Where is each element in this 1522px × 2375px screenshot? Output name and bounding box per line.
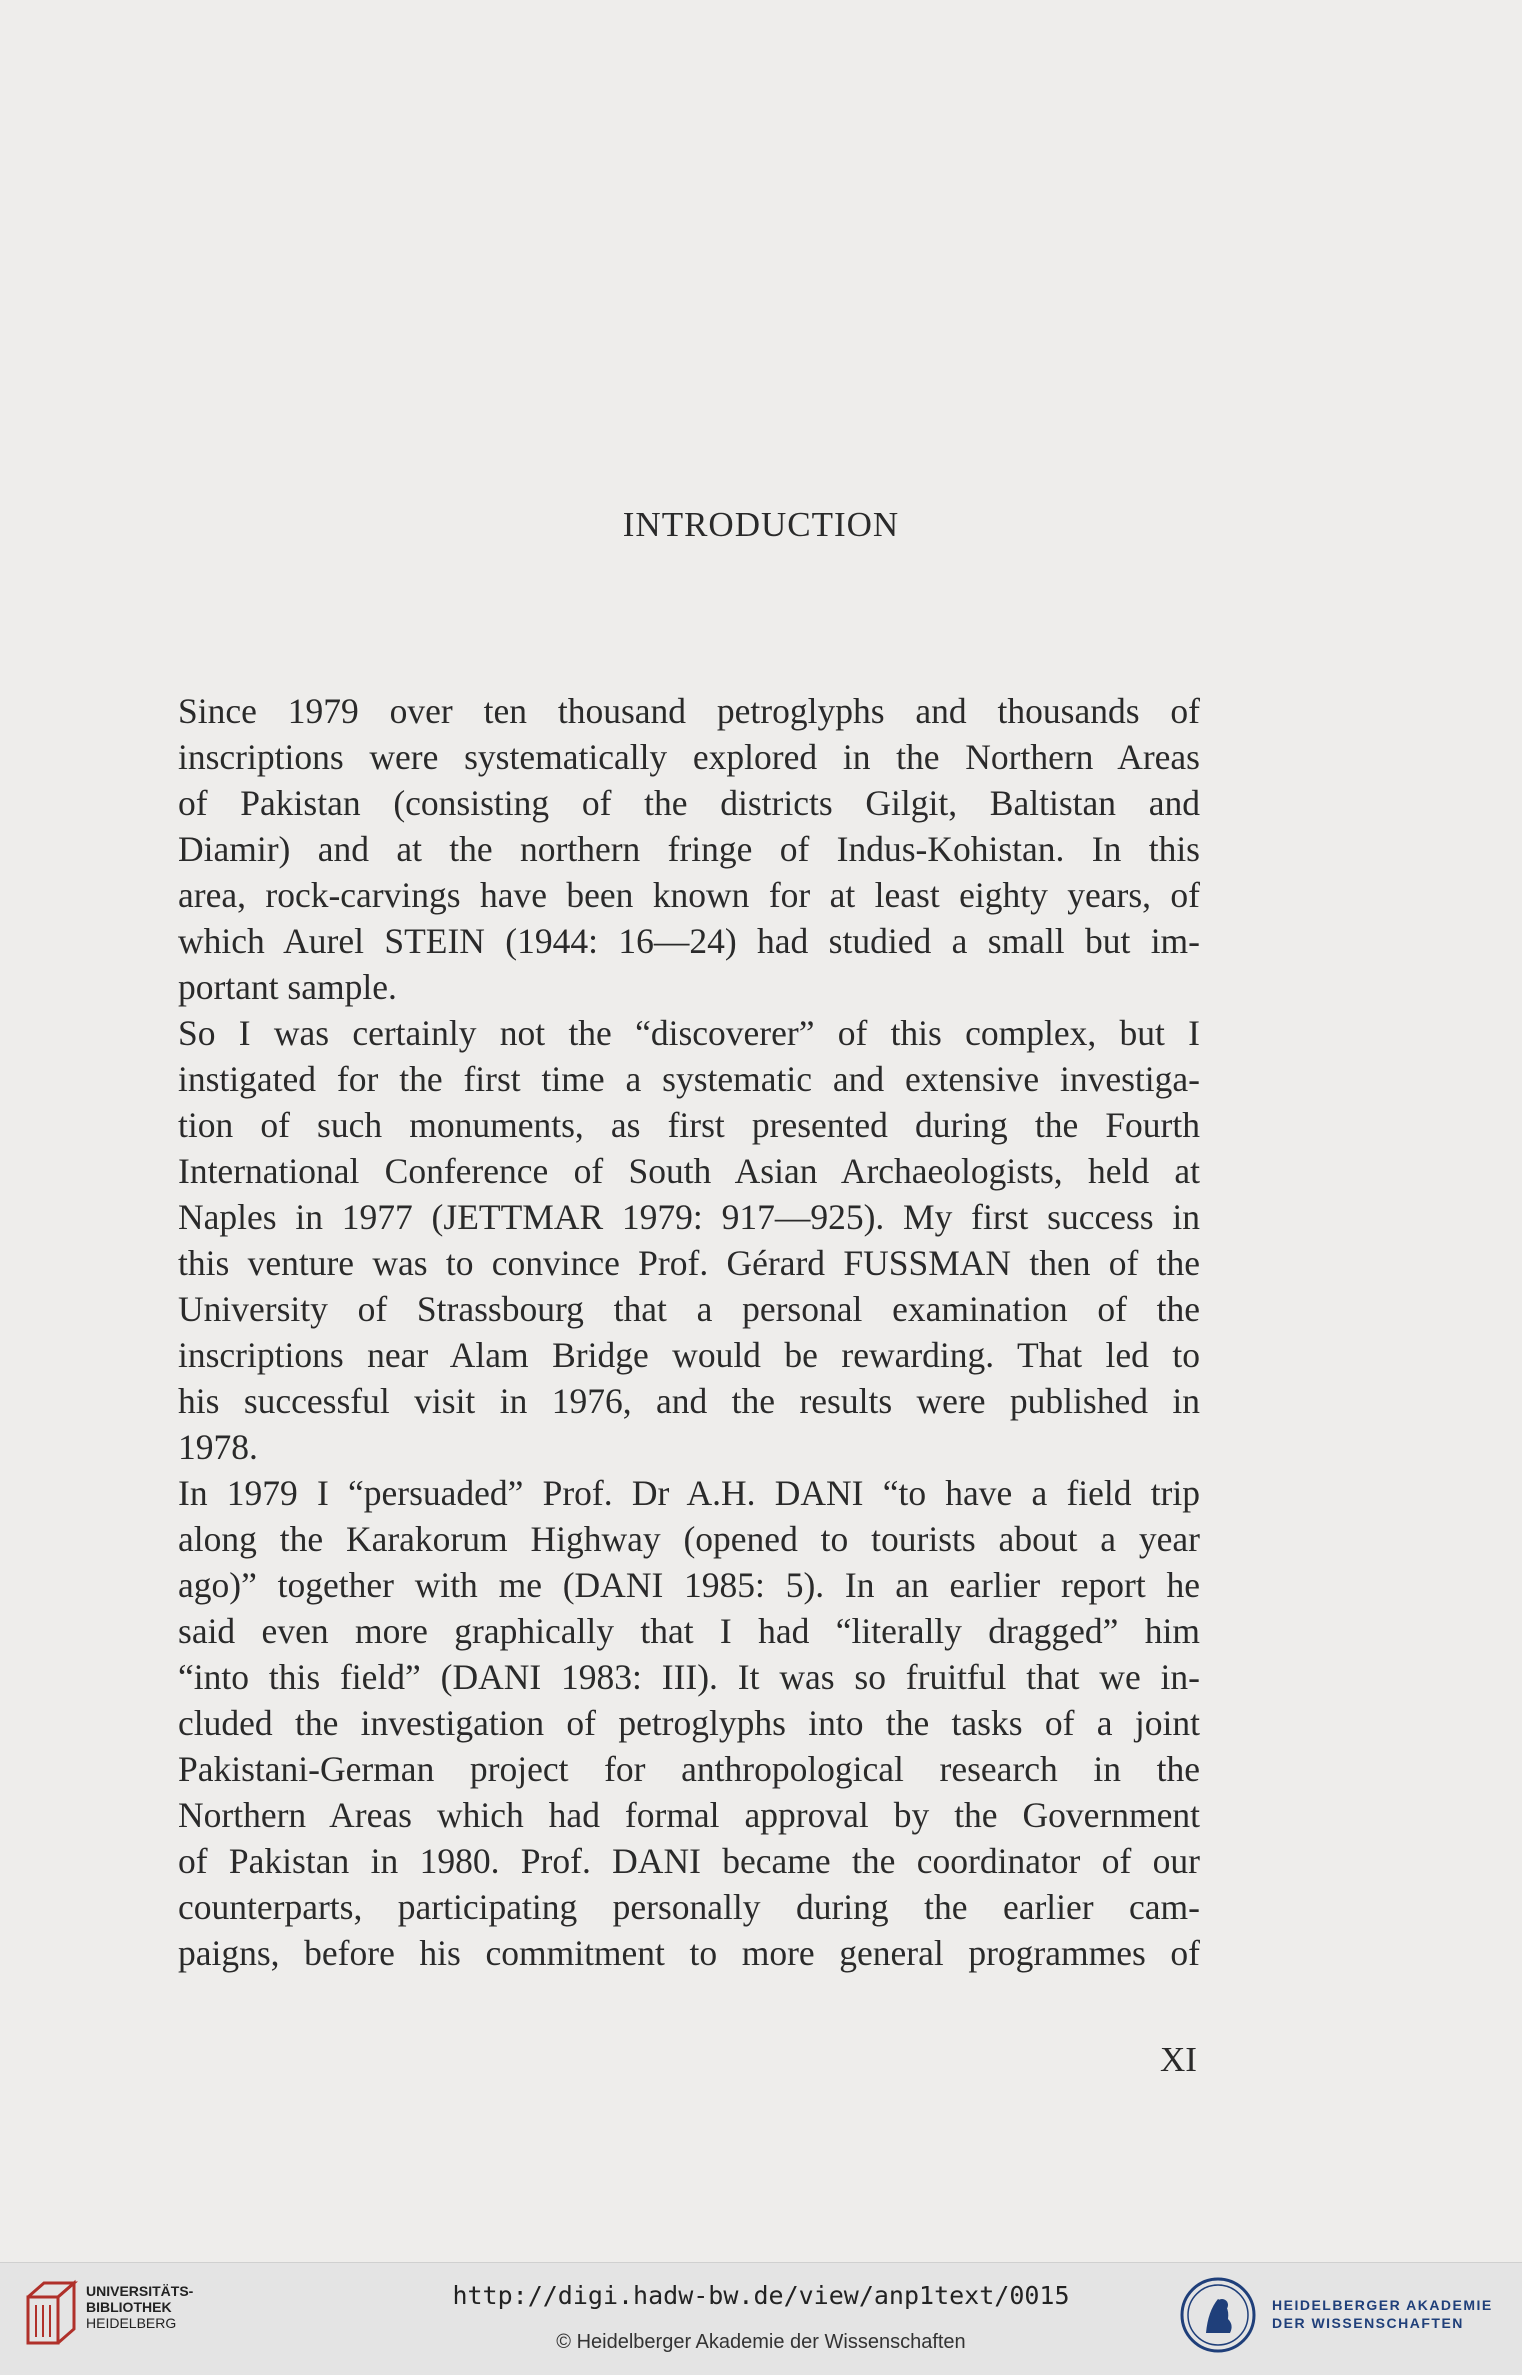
text-line: “into this field” (DANI 1983: III). It was so fruitful that we in- — [178, 1657, 1200, 1697]
text-line: area, rock-carvings have been known for at least eighty years, of — [178, 875, 1200, 915]
text-line: inscriptions were systematically explored in the Northern Areas — [178, 737, 1200, 777]
text-line: portant sample. — [178, 967, 397, 1007]
academy-seal-icon[interactable] — [1178, 2275, 1258, 2355]
academy-name-line: DER WISSENSCHAFTEN — [1272, 2315, 1464, 2331]
text-line: cluded the investigation of petroglyphs into the tasks of a joint — [178, 1703, 1200, 1743]
text-line: said even more graphically that I had “literally dragged” him — [178, 1611, 1200, 1651]
text-line: Naples in 1977 (JETTMAR 1979: 917—925). My first success in — [178, 1197, 1200, 1237]
text-line: paigns, before his commitment to more general programmes of — [178, 1933, 1200, 1973]
text-line: 1978. — [178, 1427, 258, 1467]
library-name-line: UNIVERSITÄTS- — [86, 2283, 194, 2299]
text-line: Diamir) and at the northern fringe of Indus-Kohistan. In this — [178, 829, 1200, 869]
text-line: Since 1979 over ten thousand petroglyphs and thousands of — [178, 691, 1200, 731]
page-number: XI — [1160, 2040, 1197, 2079]
page-heading: INTRODUCTION — [622, 505, 900, 544]
text-line: tion of such monuments, as first presented during the Fourth — [178, 1105, 1200, 1145]
text-line: In 1979 I “persuaded” Prof. Dr A.H. DANI “to have a field trip — [178, 1473, 1200, 1513]
library-name-line: BIBLIOTHEK — [86, 2299, 172, 2315]
text-line: inscriptions near Alam Bridge would be rewarding. That led to — [178, 1335, 1200, 1375]
text-line: International Conference of South Asian Archaeologists, held at — [178, 1151, 1200, 1191]
text-line: of Pakistan in 1980. Prof. DANI became the coordinator of our — [178, 1841, 1200, 1881]
text-line: of Pakistan (consisting of the districts Gilgit, Baltistan and — [178, 783, 1200, 823]
text-line: University of Strassbourg that a personal examination of the — [178, 1289, 1200, 1329]
permalink-url[interactable]: http://digi.hadw-bw.de/view/anp1text/0015 — [452, 2281, 1070, 2310]
paragraph-3 — [178, 1470, 1200, 1976]
text-line: instigated for the first time a systematic and extensive investiga- — [178, 1059, 1200, 1099]
paragraph-1 — [178, 688, 1200, 1010]
academy-name — [1272, 2296, 1493, 2332]
text-line: Pakistani-German project for anthropological research in the — [178, 1749, 1200, 1789]
text-line: along the Karakorum Highway (opened to tourists about a year — [178, 1519, 1200, 1559]
text-line: which Aurel STEIN (1944: 16—24) had studied a small but im- — [178, 921, 1200, 961]
text-line: counterparts, participating personally during the earlier cam- — [178, 1887, 1200, 1927]
footer-bar — [0, 2262, 1522, 2375]
body-text — [178, 688, 1200, 1976]
text-line: this venture was to convince Prof. Gérard FUSSMAN then of the — [178, 1243, 1200, 1283]
text-line: So I was certainly not the “discoverer” of this complex, but I — [178, 1013, 1200, 1053]
academy-name-line: HEIDELBERGER AKADEMIE — [1272, 2297, 1493, 2313]
text-line: his successful visit in 1976, and the results were published in — [178, 1381, 1200, 1421]
copyright-notice: © Heidelberger Akademie der Wissenschaften — [556, 2331, 966, 2353]
paragraph-2 — [178, 1010, 1200, 1470]
library-name-line: HEIDELBERG — [86, 2315, 177, 2331]
text-line: ago)” together with me (DANI 1985: 5). In an earlier report he — [178, 1565, 1200, 1605]
text-line: Northern Areas which had formal approval by the Government — [178, 1795, 1200, 1835]
